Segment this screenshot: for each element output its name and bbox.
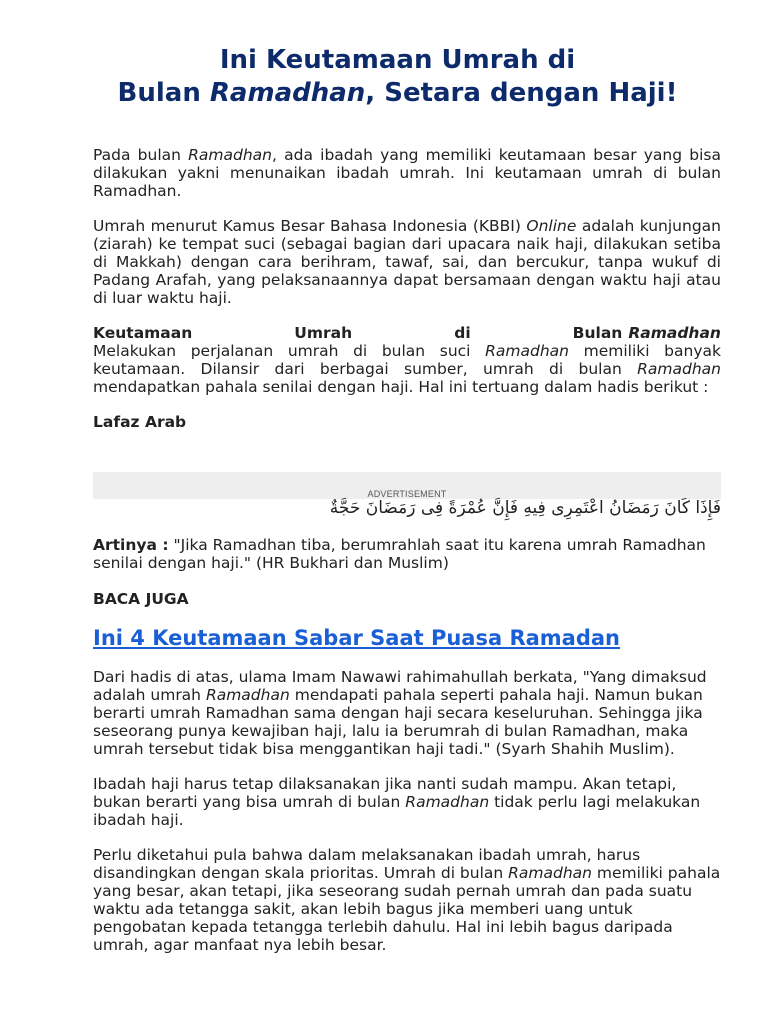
section-paragraph-text-a: Melakukan perjalanan umrah di bulan suci [93, 342, 486, 360]
section-heading-word-4: Bulan [572, 324, 623, 342]
paragraph-4-emphasis: Ramadhan [405, 793, 490, 811]
section-paragraph-emphasis-1: Ramadhan [485, 342, 569, 360]
paragraph-4 [93, 775, 721, 829]
section-heading-emphasis: Ramadhan [628, 324, 721, 342]
title-line-1: Ini Keutamaan Umrah di [219, 45, 576, 75]
artinya-label: Artinya : [93, 536, 169, 554]
article-body-bottom [93, 668, 721, 954]
article-title [53, 0, 742, 110]
advertisement-banner[interactable] [93, 472, 721, 499]
paragraph-2 [93, 217, 721, 307]
paragraph-3-text-b: mendapati pahala seperti pahala haji. Namun bukan berarti umrah Ramadhan sama dengan haji secara keseluruhan. Sehingga jika seseorang punya kewajiban haji, lalu ia berumrah di bulan Ramadhan, maka umrah tersebut tidak bisa menggantikan haji tadi." (Syarh Shahih Muslim). [93, 686, 703, 758]
section-paragraph-text-c: mendapatkan pahala senilai dengan haji. Hal ini tertuang dalam hadis berikut : [93, 378, 709, 396]
paragraph-1-text-a: Pada bulan [93, 146, 189, 164]
section-paragraph-text-b: memiliki banyak keutamaan. Dilansir dari berbagai sumber, umrah di bulan [93, 342, 721, 378]
lafaz-label: Lafaz Arab [93, 413, 187, 431]
paragraph-5-text-a: Perlu diketahui pula bahwa dalam melaksanakan ibadah umrah, harus disandingkan dengan skala prioritas. Umrah di bulan [93, 846, 641, 882]
title-line-2-prefix: Bulan [117, 78, 210, 108]
paragraph-5 [93, 846, 721, 954]
paragraph-5-text-b: memiliki pahala yang besar, akan tetapi, jika seseorang sudah pernah umrah dan pada suatu waktu ada tetangga sakit, akan lebih bagus jika memberi uang untuk pengobatan kepada tetangga terlebih dahulu. Hal ini lebih bagus daripada umrah, agar manfaat nya lebih besar. [93, 864, 721, 954]
title-line-2-suffix: , Setara dengan Haji! [365, 78, 678, 108]
artinya-paragraph [93, 536, 721, 572]
advertisement-label: ADVERTISEMENT [367, 489, 447, 499]
section-heading [93, 324, 721, 342]
paragraph-3-text-a: Dari hadis di atas, ulama Imam Nawawi rahimahullah berkata, "Yang dimaksud adalah umrah [93, 668, 707, 704]
paragraph-5-emphasis: Ramadhan [508, 864, 592, 882]
paragraph-1-emphasis: Ramadhan [188, 146, 273, 164]
paragraph-2-text-a: Umrah menurut Kamus Besar Bahasa Indonesia (KBBI) [93, 217, 527, 235]
artinya-text: "Jika Ramadhan tiba, berumrahlah saat itu karena umrah Ramadhan senilai dengan haji." (HR Bukhari dan Muslim) [93, 536, 706, 572]
paragraph-3 [93, 668, 721, 758]
section-paragraph-emphasis-2: Ramadhan [637, 360, 721, 378]
section-heading-word-1: Keutamaan [93, 324, 193, 342]
article-body-top [93, 146, 721, 431]
section-heading-word-3: di [454, 324, 471, 342]
paragraph-2-emphasis: Online [526, 217, 577, 235]
baca-juga-label: BACA JUGA [93, 590, 189, 608]
section-paragraph [93, 342, 721, 396]
related-article-link[interactable]: Ini 4 Keutamaan Sabar Saat Puasa Ramadan [93, 626, 621, 650]
paragraph-1-text-b: , ada ibadah yang memiliki keutamaan besar yang bisa dilakukan yakni menunaikan ibadah umrah. Ini keutamaan umrah di bulan Ramadhan. [93, 146, 721, 200]
paragraph-1 [93, 146, 721, 200]
paragraph-3-emphasis: Ramadhan [205, 686, 290, 704]
paragraph-4-text-b: tidak perlu lagi melakukan ibadah haji. [93, 793, 701, 829]
section-heading-word-4-group [573, 324, 721, 342]
paragraph-2-text-b: adalah kunjungan (ziarah) ke tempat suci (sebagai bagian dari upacara naik haji, dilakukan setiba di Makkah) dengan cara berihram, tawaf, sai, dan bercukur, tanpa wukuf di Padang Arafah, yang pelaksanaannya dapat bersamaan dengan waktu haji atau di luar waktu haji. [93, 217, 721, 307]
title-line-2-emphasis: Ramadhan [209, 78, 366, 108]
paragraph-4-text-a: Ibadah haji harus tetap dilaksanakan jika nanti sudah mampu. Akan tetapi, bukan berarti yang bisa umrah di bulan [93, 775, 677, 811]
arabic-hadith: فَإِذَا كَانَ رَمَضَانُ اعْتَمِرِى فِيهِ فَإِنَّ عُمْرَةً فِى رَمَضَانَ حَجَّةٌ [329, 498, 721, 518]
section-heading-word-2: Umrah [294, 324, 353, 342]
